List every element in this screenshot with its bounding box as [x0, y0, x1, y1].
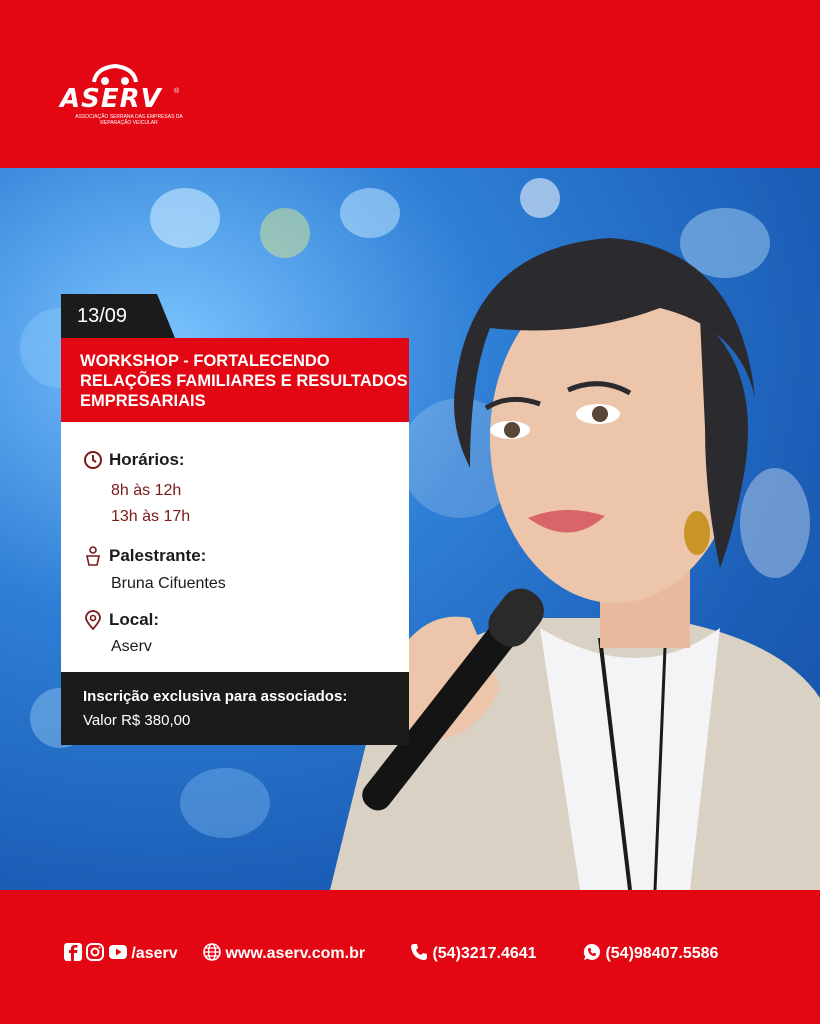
logo-tagline: ASSOCIAÇÃO SERRANA DAS EMPRESAS DA REPARAÇÃO VEICULAR: [75, 114, 183, 126]
car-logo-icon: [90, 62, 140, 86]
speaker-podium-icon: [83, 546, 103, 566]
event-date: 13/09: [61, 294, 157, 338]
registered-mark: ®: [174, 88, 180, 95]
website-link[interactable]: [203, 943, 365, 967]
date-tab-corner: [157, 294, 175, 338]
speaker-name: Bruna Cifuentes: [111, 575, 226, 592]
registration-label: Inscrição exclusiva para associados:: [83, 688, 348, 705]
phone-icon: [410, 943, 428, 961]
registration-price: Valor R$ 380,00: [83, 712, 191, 729]
location-pin-icon: [83, 610, 103, 630]
contact-bar: [0, 943, 820, 967]
social-handle[interactable]: /aserv: [131, 945, 178, 962]
location-name: Aserv: [111, 638, 152, 655]
schedule-label: Horários:: [109, 450, 185, 469]
instagram-icon[interactable]: [86, 943, 104, 961]
clock-icon: [83, 450, 103, 470]
logo-wordmark: ASERV: [60, 84, 162, 114]
schedule-morning: 8h às 12h: [111, 482, 182, 499]
whatsapp-number[interactable]: (54)98407.5586: [605, 945, 719, 962]
schedule-afternoon: 13h às 17h: [111, 508, 191, 525]
event-title: WORKSHOP - FORTALECENDO RELAÇÕES FAMILIARES E RESULTADOS EMPRESARIAIS: [61, 338, 409, 422]
youtube-icon[interactable]: [109, 943, 127, 961]
location-label: Local:: [109, 610, 160, 629]
whatsapp-link[interactable]: [583, 943, 718, 967]
facebook-icon[interactable]: [64, 943, 82, 961]
globe-icon: [203, 943, 221, 961]
speaker-label: Palestrante:: [109, 546, 207, 565]
social-links[interactable]: [64, 943, 178, 967]
whatsapp-icon: [583, 943, 601, 961]
event-details: [61, 422, 409, 672]
phone-number[interactable]: (54)3217.4641: [432, 945, 537, 962]
phone-link[interactable]: [410, 943, 537, 967]
website-url[interactable]: www.aserv.com.br: [225, 945, 366, 962]
registration-box: [61, 672, 409, 745]
